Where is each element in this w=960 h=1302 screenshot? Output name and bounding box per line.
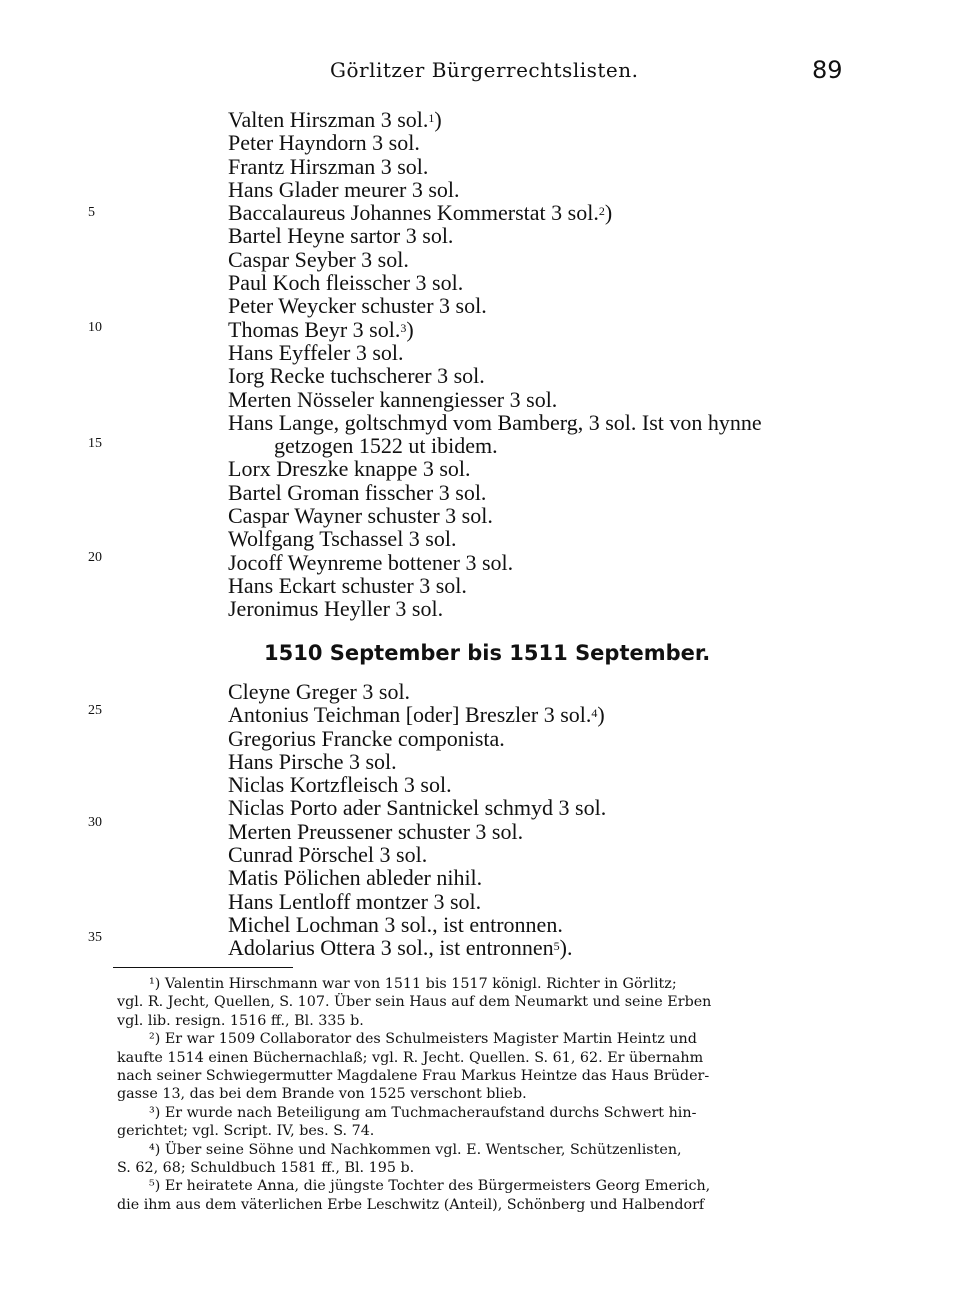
- register-entry: [228, 890, 868, 913]
- register-entry: [228, 527, 868, 550]
- entry-text: Caspar Seyber 3 sol.: [228, 246, 409, 272]
- entry-text: Hans Lange, goltschmyd vom Bamberg, 3 sol. Ist von hynne: [228, 409, 762, 435]
- register-entry: [228, 597, 868, 620]
- margin-line-numbers: [0, 0, 120, 1000]
- register-entry: [228, 936, 868, 959]
- footnote-line: ²) Er war 1509 Collaborator des Schulmeisters Magister Martin Heintz und: [149, 1031, 697, 1048]
- entry-text: Bartel Groman fisscher 3 sol.: [228, 479, 487, 505]
- register-entry: [228, 271, 868, 294]
- footnote-rule: [113, 967, 293, 968]
- footnote-marker: 5: [553, 939, 560, 954]
- register-entry: [228, 481, 868, 504]
- register-entry: [228, 796, 868, 819]
- register-entry: [228, 364, 868, 387]
- footnote-line: gasse 13, das bei dem Brande von 1525 verschont blieb.: [117, 1086, 527, 1103]
- entry-text: Wolfgang Tschassel 3 sol.: [228, 526, 457, 552]
- entry-text: Bartel Heyne sartor 3 sol.: [228, 223, 454, 249]
- entry-text: Iorg Recke tuchscherer 3 sol.: [228, 363, 485, 389]
- register-entry: [228, 574, 868, 597]
- footnote-line: ⁵) Er heiratete Anna, die jüngste Tochter des Bürgermeisters Georg Emerich,: [149, 1178, 711, 1195]
- register-entry: [228, 551, 868, 574]
- footnote-line: gerichtet; vgl. Script. IV, bes. S. 74.: [117, 1123, 375, 1140]
- entry-text: Hans Eyffeler 3 sol.: [228, 339, 404, 365]
- register-entry: [228, 457, 868, 480]
- entry-text: Niclas Porto ader Santnickel schmyd 3 sol.: [228, 795, 607, 821]
- entry-text: Baccalaureus Johannes Kommerstat 3 sol.: [228, 200, 599, 226]
- entry-text: Jocoff Weynreme bottener 3 sol.: [228, 549, 514, 575]
- footnote-line: vgl. lib. resign. 1516 ff., Bl. 335 b.: [117, 1012, 364, 1029]
- entry-text: Hans Eckart schuster 3 sol.: [228, 572, 467, 598]
- line-number: 5: [88, 205, 95, 220]
- register-entry: [228, 388, 868, 411]
- footnote-line: ⁴) Über seine Söhne und Nachkommen vgl. E. Wentscher, Schützenlisten,: [149, 1141, 682, 1158]
- register-entry: [228, 866, 868, 889]
- entry-text: Gregorius Francke componista.: [228, 725, 505, 751]
- running-title: Görlitzer Bürgerrechtslisten.: [330, 58, 639, 82]
- footnote-line: ¹) Valentin Hirschmann war von 1511 bis 1517 königl. Richter in Görlitz;: [149, 976, 677, 992]
- entry-text: Valten Hirszman 3 sol.: [228, 107, 429, 132]
- entry-text: Lorx Dreszke knappe 3 sol.: [228, 456, 471, 482]
- entry-text: Michel Lochman 3 sol., ist entronnen.: [228, 911, 563, 937]
- register-entry: [228, 750, 868, 773]
- register-entry: [228, 773, 868, 796]
- entry-text: Frantz Hirszman 3 sol.: [228, 153, 429, 179]
- register-entry: [228, 703, 868, 726]
- entry-text: Niclas Kortzfleisch 3 sol.: [228, 772, 452, 798]
- footnote-marker: 2: [598, 204, 605, 219]
- register-entries-1510: [228, 680, 868, 960]
- entry-text: Merten Nösseler kannengiesser 3 sol.: [228, 386, 558, 412]
- entry-text: Cleyne Greger 3 sol.: [228, 679, 411, 704]
- entry-text: Cunrad Pörschel 3 sol.: [228, 842, 428, 868]
- register-entry: [228, 843, 868, 866]
- footnote-line: nach seiner Schwiegermutter Magdalene Frau Markus Heintze das Haus Brüder-: [117, 1067, 710, 1084]
- entry-text: Hans Lentloff montzer 3 sol.: [228, 888, 482, 914]
- line-number: 30: [88, 815, 102, 830]
- footnote-line: S. 62, 68; Schuldbuch 1581 ff., Bl. 195 b.: [117, 1159, 415, 1176]
- entry-text-tail: ): [406, 316, 414, 342]
- register-entry: [228, 178, 868, 201]
- register-entry: [228, 108, 868, 131]
- register-entry: [228, 224, 868, 247]
- register-entry: [228, 201, 868, 224]
- entry-text-tail: ): [434, 107, 442, 132]
- entry-text-tail: ): [597, 702, 605, 728]
- footnote-line: die ihm aus dem väterlichen Erbe Leschwitz (Anteil), Schönberg und Halbendorf: [117, 1196, 705, 1213]
- footnote-marker: 1: [428, 111, 435, 125]
- footnotes: [117, 975, 839, 1214]
- register-entry: [228, 294, 868, 317]
- register-entry: [228, 504, 868, 527]
- footnote-line: kaufte 1514 einen Büchernachlaß; vgl. R. Jecht. Quellen. S. 61, 62. Er übernahm: [117, 1049, 704, 1066]
- line-number: 35: [88, 930, 102, 945]
- section-heading: 1510 September bis 1511 September.: [264, 641, 711, 665]
- entry-text: Adolarius Ottera 3 sol., ist entronnen: [228, 935, 554, 961]
- register-entry: [228, 318, 868, 341]
- register-entry: [228, 411, 868, 434]
- entry-text: Caspar Wayner schuster 3 sol.: [228, 503, 493, 529]
- register-entry: [228, 131, 868, 154]
- entry-text: Hans Glader meurer 3 sol.: [228, 176, 460, 202]
- running-head: [0, 58, 960, 88]
- entry-text: Thomas Beyr 3 sol.: [228, 316, 401, 342]
- register-entry: [228, 434, 868, 457]
- entry-text-tail: ): [604, 200, 613, 226]
- entry-text: Hans Pirsche 3 sol.: [228, 748, 397, 774]
- entry-text: Peter Hayndorn 3 sol.: [228, 130, 420, 156]
- register-entry: [228, 680, 868, 703]
- footnote-marker: 3: [400, 320, 407, 335]
- entry-text: Merten Preussener schuster 3 sol.: [228, 818, 524, 844]
- register-entry: [228, 820, 868, 843]
- line-number: 10: [88, 320, 102, 335]
- line-number: 25: [88, 703, 102, 718]
- register-entry: [228, 155, 868, 178]
- register-entry: [228, 913, 868, 936]
- entry-text: Peter Weycker schuster 3 sol.: [228, 293, 487, 319]
- footnote-line: vgl. R. Jecht, Quellen, S. 107. Über sein Haus auf dem Neumarkt und seine Erben: [117, 994, 712, 1011]
- register-entry: [228, 248, 868, 271]
- footnote-line: ³) Er wurde nach Beteiligung am Tuchmacheraufstand durchs Schwert hin-: [149, 1104, 697, 1121]
- register-entry: [228, 727, 868, 750]
- entry-text: Matis Pölichen ableder nihil.: [228, 865, 483, 891]
- entry-text: Paul Koch fleisscher 3 sol.: [228, 270, 464, 296]
- page-number: 89: [812, 56, 843, 84]
- line-number: 15: [88, 436, 102, 451]
- footnote-marker: 4: [591, 706, 598, 721]
- entry-text-tail: ).: [559, 935, 573, 961]
- line-number: 20: [88, 550, 102, 565]
- register-entry: [228, 341, 868, 364]
- entry-text: getzogen 1522 ut ibidem.: [274, 433, 498, 459]
- entry-text: Antonius Teichman [oder] Breszler 3 sol.: [228, 702, 592, 728]
- entry-text: Jeronimus Heyller 3 sol.: [228, 596, 444, 622]
- register-entries-1509: [228, 108, 868, 621]
